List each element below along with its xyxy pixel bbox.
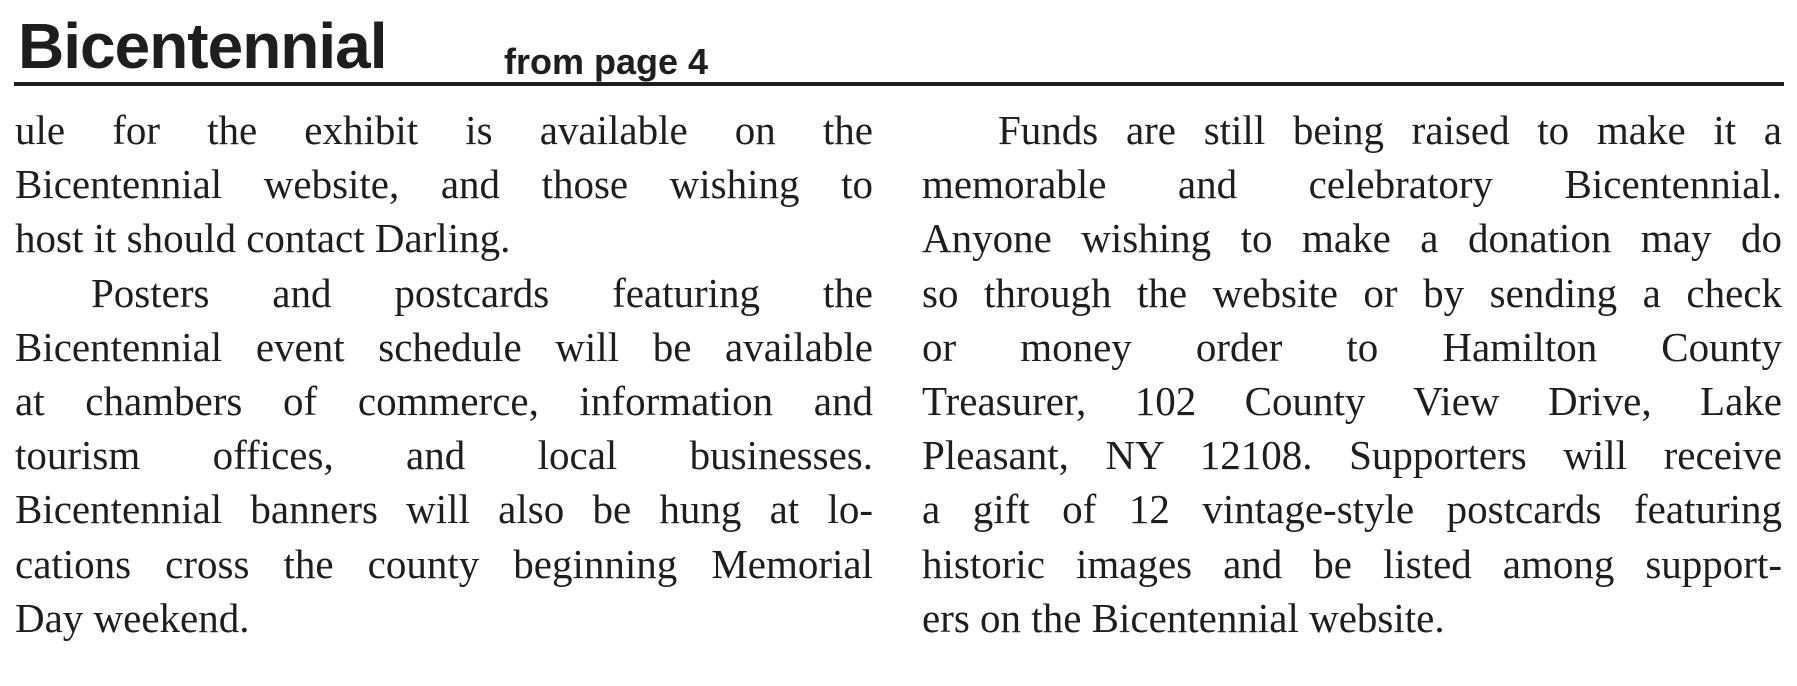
text-line: Anyone wishing to make a donation may do <box>922 215 1782 262</box>
text-line: Bicentennial banners will also be hung at lo- <box>15 486 873 533</box>
text-line: Treasurer, 102 County View Drive, Lake <box>922 377 1782 424</box>
text-line: ers on the Bicentennial website. <box>922 594 1445 641</box>
text-line: historic images and be listed among support- <box>922 540 1782 587</box>
article-header <box>14 6 1784 86</box>
text-line: memorable and celebratory Bicentennial. <box>922 161 1782 208</box>
text-line: at chambers of commerce, information and <box>15 377 873 424</box>
text-line: Funds are still being raised to make it a <box>998 107 1782 153</box>
text-line: Day weekend. <box>15 594 250 641</box>
text-line: so through the website or by sending a check <box>922 269 1782 316</box>
text-line: Posters and postcards featuring the <box>91 269 873 316</box>
text-line: a gift of 12 vintage-style postcards featuring <box>922 486 1782 533</box>
headline: Bicentennial <box>18 10 387 82</box>
right-column <box>922 103 1782 645</box>
text-line: Bicentennial website, and those wishing to <box>15 161 873 208</box>
text-line: tourism offices, and local businesses. <box>15 432 873 479</box>
continued-from-label: from page 4 <box>504 41 709 82</box>
text-line: Pleasant, NY 12108. Supporters will receive <box>922 432 1782 479</box>
text-line: or money order to Hamilton County <box>922 323 1782 370</box>
text-line: host it should contact Darling. <box>15 215 511 262</box>
left-column <box>15 103 873 645</box>
text-line: ule for the exhibit is available on the <box>15 107 873 153</box>
text-line: Bicentennial event schedule will be available <box>15 323 873 370</box>
text-line: cations cross the county beginning Memorial <box>15 540 873 587</box>
